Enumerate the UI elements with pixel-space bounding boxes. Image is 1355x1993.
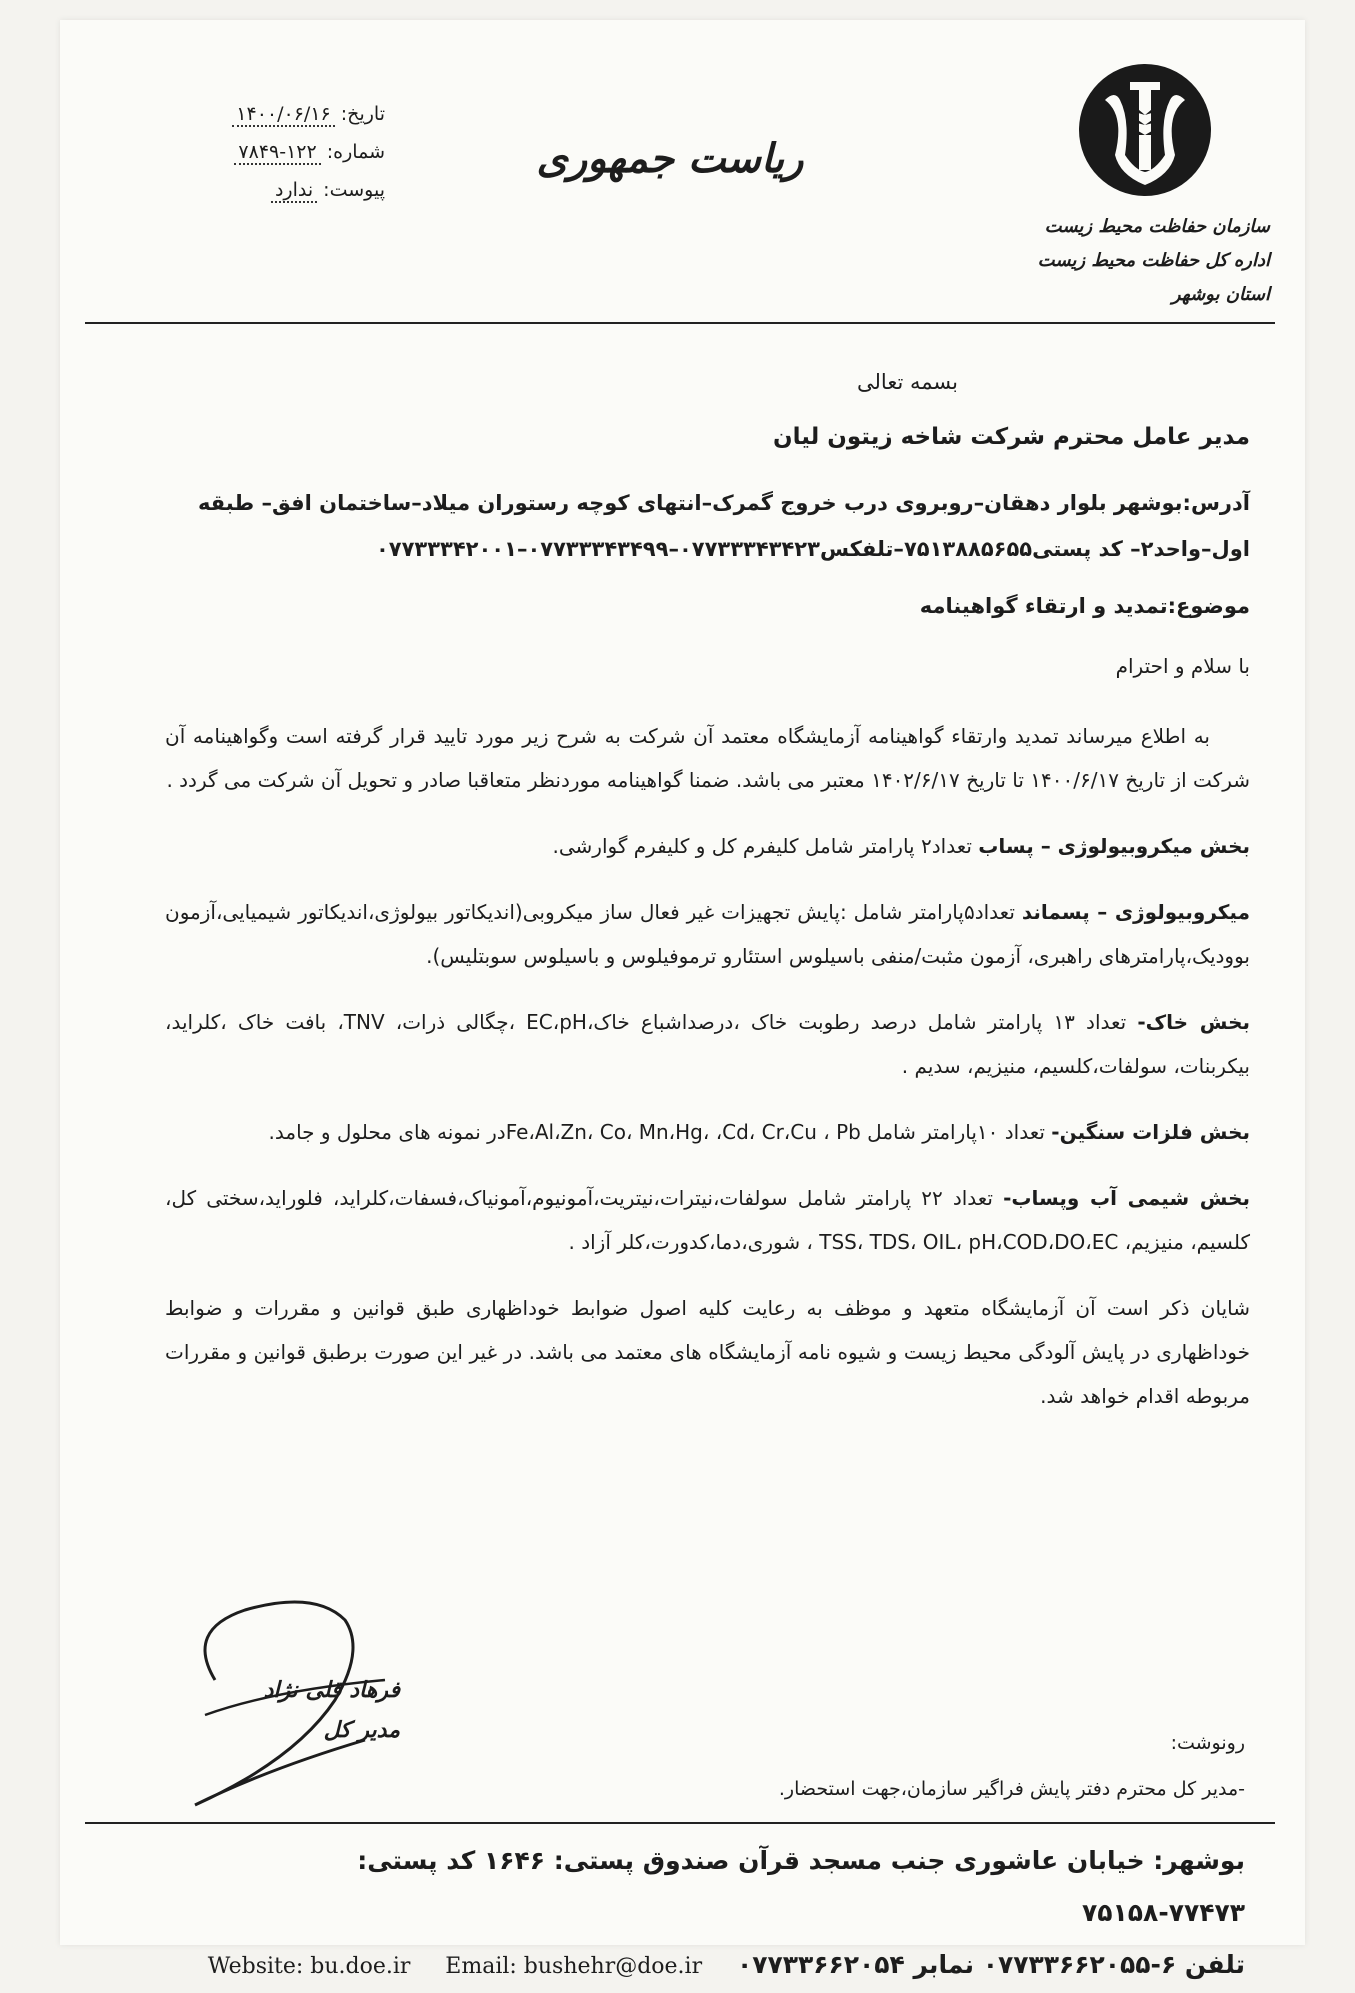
intro-paragraph: به اطلاع میرساند تمدید وارتقاء گواهینامه آزمایشگاه معتمد آن شرکت به شرح زیر مورد تایید قرار گرفته است وگواهینامه آن شرکت از تاریخ ۱۴۰۰/۶/۱۷ تا تاریخ ۱۴۰۲/۶/۱۷ معتبر می باشد. ضمنا گواهینامه موردنظر متعاقبا صادر و تحویل آن شرکت می گردد .: [165, 724, 1250, 792]
number-row: [125, 133, 385, 171]
cc-line: -مدیر کل محترم دفتر پایش فراگیر سازمان،جهت استحضار.: [778, 1778, 1245, 1800]
section-title: میکروبیولوژی – پسماند: [1021, 900, 1250, 924]
section-text: تعداد ۱۳ پارامتر شامل درصد رطوبت خاک ،درصداشباع خاک،EC،pH ،چگالی ذرات، TNV، بافت خاک ،کلراید، بیکربنات، سولفات،کلسیم، منیزیم، سدیم .: [165, 1010, 1250, 1078]
date-value: ۱۴۰۰/۰۶/۱۶: [232, 103, 334, 127]
date-label: تاریخ:: [340, 103, 385, 125]
section-text: تعداد۵پارامتر شامل :پایش تجهیزات غیر فعال ساز میکروبی(اندیکاتور بیولوژی،اندیکاتور شیمیایی،آزمون بوودیک،پارامترهای راهبری، آزمون مثبت/منفی باسیلوس استئارو ترموفیلوس و باسیلوس سوبتلیس).: [165, 900, 1250, 968]
attachment-value: ندارد: [271, 179, 317, 203]
address: آدرس:بوشهر بلوار دهقان–روبروی درب خروج گمرک–انتهای کوچه رستوران میلاد–ساختمان افق– طبقه اول–واحد۲– کد پستی۷۵۱۳۸۸۵۶۵۵–تلفکس۰۷۷۳۳۳۴۳۴۲۳–۰۷۷۳۳۳۴۳۴۹۹–۰۷۷۳۳۳۴۲۰۰۱: [197, 491, 1250, 561]
letter-body: [165, 360, 1250, 1440]
greeting: با سلام و احترام: [1115, 654, 1250, 678]
section-text: تعداد ۱۰پارامتر شامل Fe،Al،Zn، Co، Mn،Hg، ،Cd، Cr،Cu ، Pbدر نمونه های محلول و جامد.: [268, 1120, 1052, 1144]
section-soil: [165, 1000, 1250, 1088]
section-microbiology-waste: [165, 890, 1250, 978]
doe-logo-icon: [1075, 60, 1215, 200]
org-line1: سازمان حفاظت محیط زیست: [1044, 216, 1270, 237]
section-title: بخش خاک-: [1137, 1010, 1250, 1034]
section-text: تعداد۲ پارامتر شامل کلیفرم کل و کلیفرم گوارشی.: [552, 834, 979, 858]
number-label: شماره:: [326, 141, 385, 163]
footer-contact: [195, 1939, 1245, 1993]
bismillah: بسمه تعالی: [857, 370, 958, 394]
signatory-name: فرهاد قلی نژاد: [263, 1677, 400, 1703]
attachment-label: پیوست:: [323, 179, 385, 201]
signatory: [190, 1670, 400, 1750]
footer-phone: تلفن ۶-۰۷۷۳۳۶۶۲۰۵۵ نمابر ۰۷۷۳۳۶۶۲۰۵۴: [736, 1950, 1245, 1979]
section-water-chemistry: [165, 1176, 1250, 1264]
section-text: تعداد ۲۲ پارامتر شامل سولفات،نیترات،نیتریت،آمونیوم،آمونیاک،فسفات،کلراید، فلوراید،سختی کل، کلسیم، منیزیم، TSS، TDS، OIL، pH،COD،DO،EC ، شوری،دما،کدورت،کلر آزاد .: [165, 1186, 1250, 1254]
footer-divider: [85, 1822, 1275, 1824]
section-title: بخش میکروبیولوژی – پساب: [978, 834, 1250, 858]
header-divider: [85, 322, 1275, 324]
section-heavy-metals: [165, 1110, 1250, 1154]
letter-footer: [195, 1835, 1245, 1993]
closing-paragraph: شایان ذکر است آن آزمایشگاه متعهد و موظف به رعایت کلیه اصول ضوابط خوداظهاری طبق قوانین و مقررات و ضوابط خوداظهاری در پایش آلودگی محیط زیست و شیوه نامه آزمایشگاه های معتمد می باشد. در غیر این صورت برطبق قوانین و مقررات مربوطه اقدام خواهد شد.: [165, 1296, 1250, 1408]
organization-name: [1000, 210, 1270, 312]
number-value: ۱۲۲-۷۸۴۹: [234, 141, 320, 165]
letter-meta: [125, 95, 385, 209]
section-title: بخش شیمی آب وپساب-: [1003, 1186, 1250, 1210]
date-row: [125, 95, 385, 133]
carbon-copy: [740, 1720, 1245, 1812]
cc-label: رونوشت:: [1170, 1732, 1245, 1754]
addressee: مدیر عامل محترم شرکت شاخه زیتون لیان: [772, 424, 1250, 450]
footer-email[interactable]: Email: bushehr@doe.ir: [445, 1954, 703, 1979]
signatory-role: مدیر کل: [323, 1717, 400, 1743]
subject: موضوع:تمدید و ارتقاء گواهینامه: [919, 594, 1250, 618]
section-microbiology-wastewater: [165, 824, 1250, 868]
org-line2: اداره کل حفاظت محیط زیست استان بوشهر: [1037, 250, 1270, 305]
section-title: بخش فلزات سنگین-: [1051, 1120, 1250, 1144]
presidency-title: ریاست جمهوری: [536, 135, 804, 182]
attachment-row: [125, 171, 385, 209]
footer-website[interactable]: Website: bu.doe.ir: [207, 1954, 411, 1979]
footer-address: بوشهر: خیابان عاشوری جنب مسجد قرآن صندوق پستی: ۱۶۴۶ کد پستی: ۷۷۴۷۳-۷۵۱۵۸: [357, 1846, 1245, 1927]
